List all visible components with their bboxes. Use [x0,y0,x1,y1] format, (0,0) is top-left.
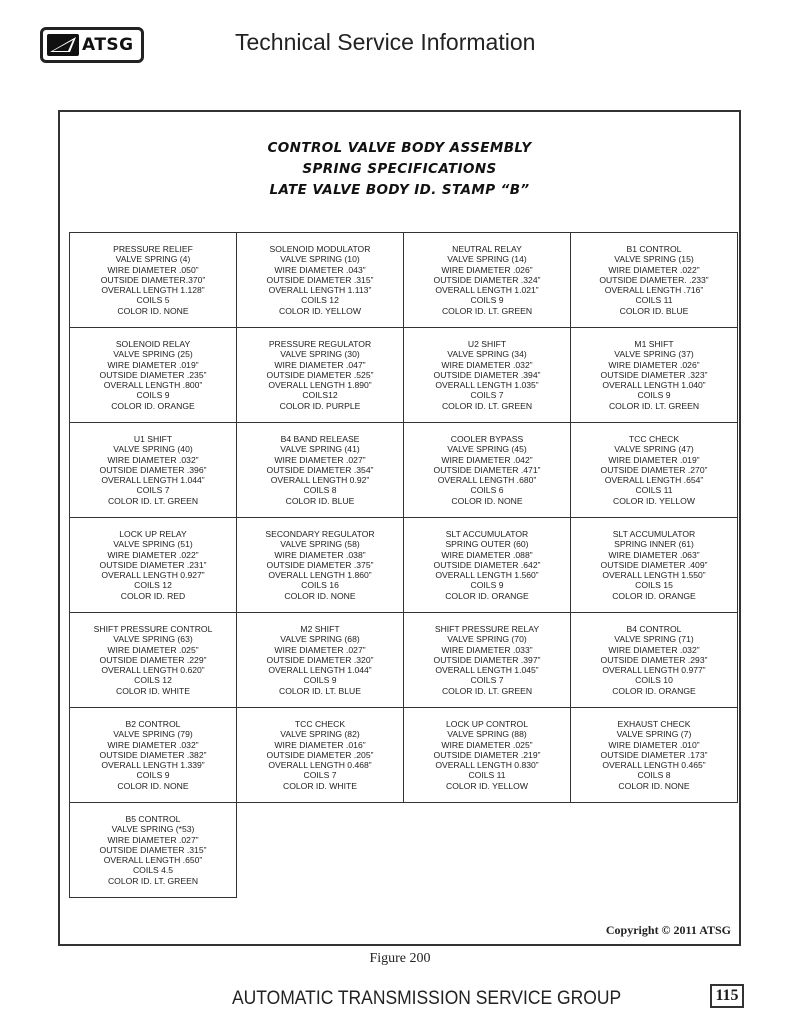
spec-line: WIRE DIAMETER .027” [274,454,366,465]
spec-line: OUTSIDE DIAMETER .315” [99,844,207,855]
spec-line: VALVE SPRING (70) [447,634,527,645]
spec-line: COILS 11 [468,770,506,781]
spec-line: COILS 9 [136,770,170,781]
spec-line: WIRE DIAMETER .063” [608,549,700,560]
spec-line: B4 BAND RELEASE [280,433,360,444]
spec-line: COLOR ID. PURPLE [279,400,361,411]
spec-line: OUTSIDE DIAMETER .323” [600,369,708,380]
spec-line: OUTSIDE DIAMETER .354” [266,464,374,475]
spec-line: VALVE SPRING (25) [113,349,193,360]
spec-line: SLT ACCUMULATOR [445,528,529,539]
spec-line: NEUTRAL RELAY [452,243,522,254]
spec-line: COILS 8 [303,485,337,496]
spec-line: COILS 6 [470,485,504,496]
spec-line: SPRING INNER (61) [614,539,694,550]
logo-text: ATSG [82,35,134,55]
spec-line: TCC CHECK [628,433,680,444]
spec-line: SOLENOID MODULATOR [269,243,371,254]
spec-line: VALVE SPRING (7) [616,729,692,740]
spec-line: COLOR ID. LT. GREEN [441,305,533,316]
spec-line: SPRING OUTER (60) [445,539,529,550]
spec-line: WIRE DIAMETER .033” [441,644,533,655]
spec-line: VALVE SPRING (51) [113,539,193,550]
spec-line: VALVE SPRING (45) [447,444,527,455]
spec-line: OVERALL LENGTH 0.927” [101,570,205,581]
spec-line: COLOR ID. LT. GREEN [441,400,533,411]
spec-line: OUTSIDE DIAMETER .293” [600,654,708,665]
heading-line-3: LATE VALVE BODY ID. STAMP “B” [269,182,530,198]
spec-line: OVERALL LENGTH .800” [103,380,203,391]
spec-line: COLOR ID. ORANGE [612,590,696,601]
spec-line: OUTSIDE DIAMETER .270” [600,464,708,475]
spec-cell [237,328,404,423]
spec-line: COLOR ID. YELLOW [613,495,695,506]
spec-line: COILS 9 [303,675,337,686]
spec-line: OVERALL LENGTH 1.035” [435,380,539,391]
spec-line: WIRE DIAMETER .027” [274,644,366,655]
spec-line: OVERALL LENGTH 1.045” [435,665,539,676]
spec-line: COILS 9 [470,580,504,591]
spec-line: VALVE SPRING (68) [280,634,360,645]
spec-line: WIRE DIAMETER .019” [608,454,700,465]
spec-line: VALVE SPRING (63) [113,634,193,645]
spec-line: VALVE SPRING (71) [614,634,694,645]
spec-line: COILS 4.5 [132,865,174,876]
spec-line: WIRE DIAMETER .032” [441,359,533,370]
spec-line: VALVE SPRING (10) [280,254,360,265]
spec-line: COILS 7 [470,390,504,401]
table-heading [60,138,739,201]
spec-line: COLOR ID. YELLOW [279,305,361,316]
page-number: 115 [710,984,744,1008]
spec-line: PRESSURE REGULATOR [268,338,372,349]
spec-cell [237,233,404,328]
spec-line: COILS12 [302,390,338,401]
spec-line: COILS 12 [301,295,339,306]
spec-line: OVERALL LENGTH .716” [604,285,704,296]
spec-cell [571,328,738,423]
spec-line: VALVE SPRING (41) [280,444,360,455]
spec-line: COILS 9 [136,390,170,401]
spec-line: WIRE DIAMETER .016” [274,739,366,750]
spec-cell [404,613,571,708]
spec-line: COLOR ID. LT. GREEN [107,495,199,506]
spec-line: OVERALL LENGTH 1.040” [602,380,706,391]
spec-cell [404,518,571,613]
figure-frame [58,110,741,946]
spec-line: OVERALL LENGTH .680” [437,475,537,486]
spec-line: SHIFT PRESSURE CONTROL [93,623,213,634]
footer-org: AUTOMATIC TRANSMISSION SERVICE GROUP [232,988,622,1009]
spec-line: VALVE SPRING (34) [447,349,527,360]
atsg-logo [40,27,144,63]
spec-line: VALVE SPRING (88) [447,729,527,740]
spec-cell [404,423,571,518]
spec-line: OUTSIDE DIAMETER .320” [266,654,374,665]
copyright: Copyright © 2011 ATSG [605,923,731,937]
spec-line: WIRE DIAMETER .022” [107,549,199,560]
spec-line: B4 CONTROL [626,623,682,634]
spec-line: VALVE SPRING (30) [280,349,360,360]
spec-line: COILS 12 [134,580,172,591]
spec-line: WIRE DIAMETER .010” [608,739,700,750]
spec-line: OVERALL LENGTH 0.620” [101,665,205,676]
spec-line: WIRE DIAMETER .027” [107,834,199,845]
spec-cell [404,233,571,328]
spec-line: COLOR ID. BLUE [619,305,689,316]
spec-line: VALVE SPRING (37) [614,349,694,360]
spec-line: B2 CONTROL [125,718,181,729]
spec-line: OUTSIDE DIAMETER .471” [433,464,541,475]
spec-line: WIRE DIAMETER .026” [441,264,533,275]
spec-line: OVERALL LENGTH 1.113” [268,285,372,296]
spec-line: WIRE DIAMETER .043” [274,264,366,275]
spec-line: OUTSIDE DIAMETER .205” [266,749,374,760]
spec-line: WIRE DIAMETER .088” [441,549,533,560]
spec-line: WIRE DIAMETER .026” [608,359,700,370]
spec-line: OUTSIDE DIAMETER .235” [99,369,207,380]
spec-line: COLOR ID. LT. BLUE [279,685,361,696]
spec-line: PRESSURE RELIEF [113,243,193,254]
spec-line: OVERALL LENGTH .654” [604,475,704,486]
spec-line: COLOR ID. LT. GREEN [107,875,199,886]
spec-line: OVERALL LENGTH 0.830” [435,760,539,771]
spec-line: WIRE DIAMETER .019” [107,359,199,370]
spec-line: COILS 11 [635,485,673,496]
spec-line: TCC CHECK [294,718,346,729]
spec-line: COLOR ID. RED [120,590,186,601]
spec-line: OVERALL LENGTH 1.339” [101,760,205,771]
spec-cell [70,708,237,803]
heading-line-1: CONTROL VALVE BODY ASSEMBLY [267,140,532,156]
spec-cell [571,518,738,613]
spec-cell [70,233,237,328]
spec-cell [404,708,571,803]
spec-line: COLOR ID. ORANGE [612,685,696,696]
spec-line: COILS 7 [470,675,504,686]
spec-line: COILS 11 [635,295,673,306]
spec-cell [404,328,571,423]
spec-line: OUTSIDE DIAMETER .525” [266,369,374,380]
spec-line: SLT ACCUMULATOR [612,528,696,539]
spec-line: OVERALL LENGTH 1.860” [268,570,372,581]
spec-line: COLOR ID. NONE [117,780,189,791]
spec-cell [571,423,738,518]
spec-line: VALVE SPRING (4) [115,254,191,265]
spec-line: WIRE DIAMETER .032” [608,644,700,655]
spec-line: OUTSIDE DIAMETER. .233” [599,274,709,285]
spec-line: WIRE DIAMETER .038” [274,549,366,560]
spec-line: VALVE SPRING (*53) [111,824,195,835]
spec-line: COILS 9 [637,390,671,401]
spec-line: OVERALL LENGTH 1.044” [101,475,205,486]
spec-line: OVERALL LENGTH 0.977” [602,665,706,676]
spec-cell [237,613,404,708]
spec-line: WIRE DIAMETER .050” [107,264,199,275]
spec-line: WIRE DIAMETER .032” [107,739,199,750]
spec-cell [70,518,237,613]
spec-line: COILS 5 [136,295,170,306]
spec-line: OUTSIDE DIAMETER .396” [99,464,207,475]
spec-line: OUTSIDE DIAMETER .394” [433,369,541,380]
spec-line: COLOR ID. ORANGE [445,590,529,601]
spec-cell [237,518,404,613]
spec-line: OUTSIDE DIAMETER .397” [433,654,541,665]
spec-line: OVERALL LENGTH 0.92” [270,475,370,486]
spec-line: WIRE DIAMETER .047” [274,359,366,370]
spec-line: M2 SHIFT [300,623,340,634]
spring-spec-table [69,232,738,898]
spec-line: COLOR ID. NONE [618,780,690,791]
spec-cell [237,423,404,518]
spec-line: COLOR ID. ORANGE [111,400,195,411]
spec-line: COOLER BYPASS [450,433,524,444]
spec-line: OVERALL LENGTH 1.021” [435,285,539,296]
spec-line: OUTSIDE DIAMETER .324” [433,274,541,285]
spec-line: COLOR ID. NONE [117,305,189,316]
spec-line: OVERALL LENGTH 1.560” [435,570,539,581]
spec-line: COILS 10 [635,675,673,686]
spec-line: OUTSIDE DIAMETER .229” [99,654,207,665]
spec-line: B1 CONTROL [626,243,682,254]
spec-line: VALVE SPRING (15) [614,254,694,265]
spec-line: OUTSIDE DIAMETER .173” [600,749,708,760]
spec-line: WIRE DIAMETER .025” [107,644,199,655]
figure-caption: Figure 200 [369,951,431,966]
spec-line: SOLENOID RELAY [115,338,191,349]
spec-line: WIRE DIAMETER .032” [107,454,199,465]
spec-cell [571,233,738,328]
spec-cell [571,708,738,803]
spec-line: OUTSIDE DIAMETER .642” [433,559,541,570]
spec-line: WIRE DIAMETER .025” [441,739,533,750]
spec-line: VALVE SPRING (14) [447,254,527,265]
spec-line: M1 SHIFT [634,338,674,349]
spec-line: COLOR ID. LT. GREEN [441,685,533,696]
spec-line: COLOR ID. WHITE [115,685,190,696]
spec-line: OVERALL LENGTH 1.550” [602,570,706,581]
spec-line: VALVE SPRING (79) [113,729,193,740]
logo-wedge-icon [46,31,80,59]
spec-line: OVERALL LENGTH 1.044” [268,665,372,676]
spec-line: EXHAUST CHECK [617,718,691,729]
spec-cell [70,613,237,708]
spec-line: WIRE DIAMETER .022” [608,264,700,275]
spec-line: OUTSIDE DIAMETER .315” [266,274,374,285]
page-title: Technical Service Information [235,29,536,55]
spec-line: COLOR ID. WHITE [282,780,357,791]
spec-line: COILS 15 [635,580,673,591]
spec-line: COILS 9 [470,295,504,306]
spec-line: OUTSIDE DIAMETER .219” [433,749,541,760]
spec-line: LOCK UP RELAY [119,528,187,539]
spec-cell [237,708,404,803]
spec-line: OUTSIDE DIAMETER .231” [99,559,207,570]
spec-cell [571,613,738,708]
spec-line: OUTSIDE DIAMETER.370” [100,274,206,285]
spec-line: B5 CONTROL [125,813,181,824]
spec-line: COILS 8 [637,770,671,781]
spec-line: U1 SHIFT [133,433,173,444]
spec-line: OVERALL LENGTH 1.128” [101,285,205,296]
spec-line: OUTSIDE DIAMETER .409” [600,559,708,570]
spec-line: SHIFT PRESSURE RELAY [434,623,540,634]
spec-line: OVERALL LENGTH 0.468” [268,760,372,771]
spec-line: OVERALL LENGTH .650” [103,855,203,866]
heading-line-2: SPRING SPECIFICATIONS [302,161,497,177]
spec-line: OUTSIDE DIAMETER .375” [266,559,374,570]
spec-line: COLOR ID. YELLOW [446,780,528,791]
spec-line: COLOR ID. LT. GREEN [608,400,700,411]
spec-line: COLOR ID. BLUE [285,495,355,506]
spec-line: OUTSIDE DIAMETER .382” [99,749,207,760]
spec-line: COILS 7 [136,485,170,496]
spec-line: OVERALL LENGTH 1.890” [268,380,372,391]
spec-line: COILS 12 [134,675,172,686]
spec-line: VALVE SPRING (40) [113,444,193,455]
spec-line: VALVE SPRING (47) [614,444,694,455]
spec-line: OVERALL LENGTH 0.465” [602,760,706,771]
spec-line: COILS 7 [303,770,337,781]
spec-line: LOCK UP CONTROL [446,718,528,729]
spec-line: SECONDARY REGULATOR [265,528,375,539]
spec-line: VALVE SPRING (58) [280,539,360,550]
spec-line: VALVE SPRING (82) [280,729,360,740]
spec-line: COLOR ID. NONE [451,495,523,506]
spec-cell [70,328,237,423]
spec-line: WIRE DIAMETER .042” [441,454,533,465]
spec-cell [70,803,237,898]
spec-cell [70,423,237,518]
spec-line: U2 SHIFT [467,338,507,349]
spec-line: COILS 16 [301,580,339,591]
spec-line: COLOR ID. NONE [284,590,356,601]
